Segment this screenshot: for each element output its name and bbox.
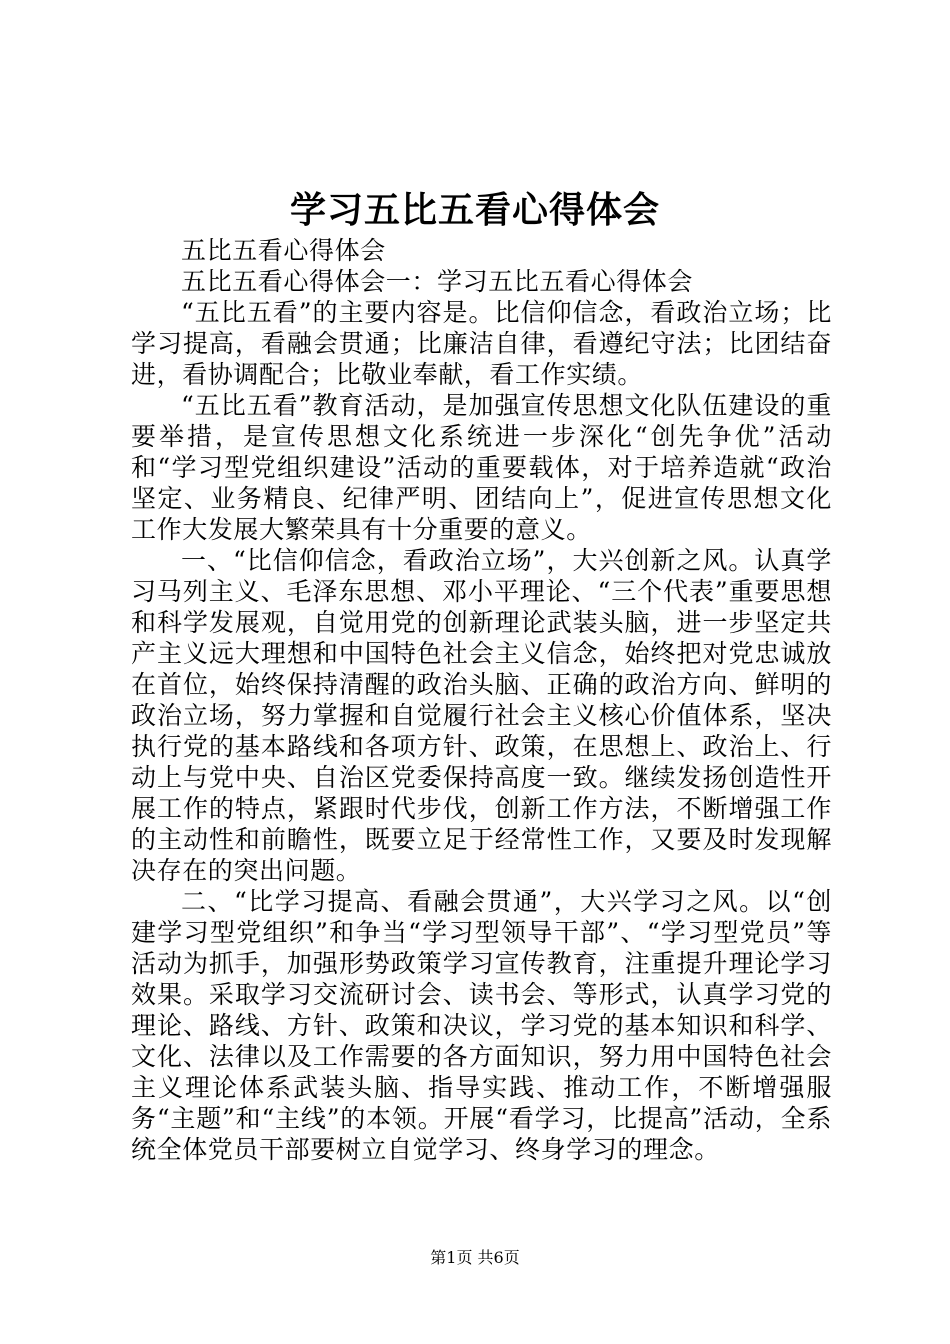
paragraph: “五比五看”的主要内容是。比信仰信念，看政治立场；比学习提高，看融会贯通；比廉洁自律，看遵纪守法；比团结奋进，看协调配合；比敬业奉献，看工作实绩。 bbox=[131, 298, 832, 389]
page-number-footer: 第1页 共6页 bbox=[430, 1248, 520, 1267]
document-title: 学习五比五看心得体会 bbox=[289, 189, 660, 231]
paragraph: “五比五看”教育活动，是加强宣传思想文化队伍建设的重要举措，是宣传思想文化系统进一步深化“创先争优”活动和“学习型党组织建设”活动的重要载体，对于培养造就“政治坚定、业务精良、纪律严明、团结向上”，促进宣传思想文化工作大发展大繁荣具有十分重要的意义。 bbox=[131, 391, 832, 544]
paragraph: 一、“比信仰信念，看政治立场”，大兴创新之风。认真学习马列主义、毛泽东思想、邓小平理论、“三个代表”重要思想和科学发展观，自觉用党的创新理论武装头脑，进一步坚定共产主义远大理想和中国特色社会主义信念，始终把对党忠诚放在首位，始终保持清醒的政治头脑、正确的政治方向、鲜明的政治立场，努力掌握和自觉履行社会主义核心价值体系，坚决执行党的基本路线和各项方针、政策，在思想上、政治上、行动上与党中央、自治区党委保持高度一致。继续发扬创造性开展工作的特点，紧跟时代步伐，创新工作方法，不断增强工作的主动性和前瞻性，既要立足于经常性工作，又要及时发现解决存在的突出问题。 bbox=[131, 546, 832, 885]
document-body bbox=[131, 235, 832, 1165]
paragraph-subtitle: 五比五看心得体会 bbox=[181, 236, 386, 265]
paragraph-section-heading: 五比五看心得体会一：学习五比五看心得体会 bbox=[181, 267, 694, 296]
paragraph: 二、“比学习提高、看融会贯通”，大兴学习之风。以“创建学习型党组织”和争当“学习型领导干部”、“学习型党员”等活动为抓手，加强形势政策学习宣传教育，注重提升理论学习效果。采取学习交流研讨会、读书会、等形式，认真学习党的理论、路线、方针、政策和决议，学习党的基本知识和科学、文化、法律以及工作需要的各方面知识，努力用中国特色社会主义理论体系武装头脑、指导实践、推动工作，不断增强服务“主题”和“主线”的本领。开展“看学习，比提高”活动，全系统全体党员干部要树立自觉学习、终身学习的理念。 bbox=[131, 887, 832, 1164]
